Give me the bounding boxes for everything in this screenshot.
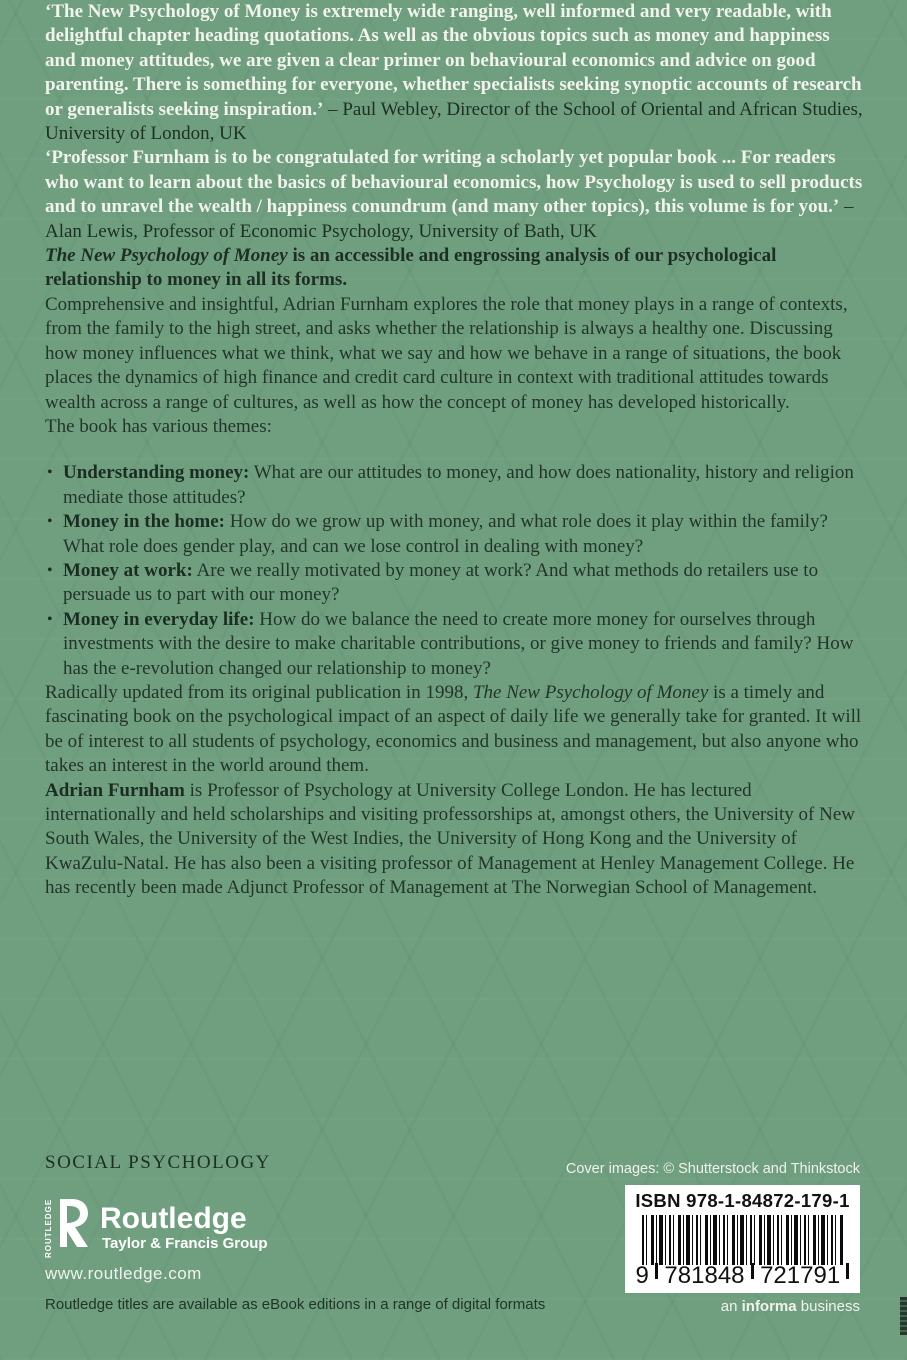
informa-business: business <box>796 1298 860 1315</box>
review-quote-lewis <box>45 146 863 244</box>
category-label: SOCIAL PSYCHOLOGY <box>45 1152 271 1173</box>
barcode-guard-bar <box>751 1263 754 1279</box>
update-paragraph <box>45 681 863 779</box>
themes-list <box>45 461 863 681</box>
theme-lead: Money at work: <box>63 559 193 581</box>
intro-text: is an accessible and engrossing analysis of our psychological relationship to money in all its forms. <box>45 245 777 291</box>
quote-body: ‘Professor Furnham is to be congratulated for writing a scholarly yet popular book ... For readers who want to learn about the basics of behavioural economics, how Psychology is used to sell products and to unravel the wealth / happiness conundrum (and many other topics), this volume is for you.’ <box>45 147 863 218</box>
attribution-dash: – <box>323 98 343 120</box>
list-item <box>45 608 863 681</box>
author-bio-text: is Professor of Psychology at University College London. He has lectured internationally and held scholarships and visiting professorships at, amongst others, the University of New South Wales, the University of the West Indies, the University of Hong Kong and the University of KwaZulu-Natal. He has also been a visiting professor of Management at Henley Management College. He has recently been made Adjunct Professor of Management at The Norwegian School of Management. <box>45 779 855 899</box>
publisher-name: Routledge <box>100 1202 247 1235</box>
theme-lead: Money in the home: <box>63 511 226 533</box>
routledge-logo <box>44 1197 268 1259</box>
attribution-dash: – <box>839 196 854 218</box>
barcode-digits <box>636 1263 850 1289</box>
author-bio-paragraph <box>45 779 863 901</box>
book-title-italic: The New Psychology of Money <box>45 245 288 267</box>
theme-text: What are our attitudes to money, and how does nationality, history and religion mediate those attitudes? <box>63 462 854 508</box>
barcode-bars <box>642 1215 844 1265</box>
description-paragraph: Comprehensive and insightful, Adrian Furnham explores the role that money plays in a range of contexts, from the family to the high street, and asks whether the relationship is always a healthy one. Discussing how money influences what we think, what we say and how we behave in a range of situations, the book places the dynamics of high finance and credit card culture in context with traditional attitudes towards wealth across a range of cultures, as well as how the concept of money has developed historically. <box>45 293 848 413</box>
update-before: Radically updated from its original publication in 1998, <box>45 681 473 703</box>
reviewer-name: Alan Lewis <box>45 220 134 242</box>
barcode-digit-group: 9 <box>635 1262 649 1289</box>
informa-an: an <box>720 1298 742 1315</box>
theme-text: How do we grow up with money, and what role does it play within the family? What role does gender play, and can we lose control in dealing with money? <box>63 511 828 557</box>
cover-image-credit: Cover images: © Shutterstock and Thinkstock <box>565 1161 860 1177</box>
update-after: is a timely and fascinating book on the psychological impact of an aspect of daily life we generally take for granted. It will be of interest to all students of psychology, economics and business and management, but also anyone who takes an interest in the world around them. <box>45 681 862 777</box>
informa-business-line <box>721 1298 860 1315</box>
isbn-barcode-panel <box>625 1185 860 1293</box>
back-cover-text-column <box>45 0 863 901</box>
author-name: Adrian Furnham <box>45 779 185 801</box>
ebook-availability-note: Routledge titles are available as eBook editions in a range of digital formats <box>45 1296 546 1313</box>
quote-body: is extremely wide ranging, well informed and very readable, with delightful chapter heading quotations. As well as the obvious topics such as money and happiness and money attitudes, we are given a clear primer on behavioural economics and advice on good parenting. There is something for everyone, whether specialists seeking synoptic accounts of research or generalists seeking inspiration.’ <box>45 1 862 120</box>
list-item <box>45 510 863 559</box>
theme-lead: Money in everyday life: <box>63 608 255 630</box>
informa-brand: informa <box>741 1298 797 1315</box>
theme-text: Are we really motivated by money at work? And what methods do retailers use to persuade us to part with our money? <box>63 559 819 606</box>
routledge-logo-mark-icon <box>55 1197 91 1259</box>
review-quote-webley <box>45 0 863 146</box>
routledge-vertical-text: ROUTLEDGE <box>44 1198 53 1258</box>
publisher-website: www.routledge.com <box>45 1264 202 1283</box>
book-title-italic: The New Psychology of Money <box>51 1 301 22</box>
intro-paragraph <box>45 244 863 293</box>
book-title-italic: The New Psychology of Money <box>472 681 709 703</box>
barcode-guard-bar <box>846 1263 849 1279</box>
barcode-digit-group: 721791 <box>760 1262 841 1289</box>
isbn-number: ISBN 978-1-84872-179-1 <box>635 1190 850 1211</box>
themes-label: The book has various themes: <box>45 415 272 437</box>
routledge-logo-text <box>100 1197 268 1259</box>
publisher-tagline: Taylor & Francis Group <box>102 1235 268 1252</box>
theme-text: How do we balance the need to create more money for ourselves through investments with the desire to make charitable contributions, or give money to friends and family? How has the e-revolution changed our relationship to money? <box>63 608 854 679</box>
list-item <box>45 559 863 608</box>
theme-lead: Understanding money: <box>63 462 250 484</box>
list-item <box>45 461 863 510</box>
quote-open: ‘ <box>45 1 52 22</box>
barcode-guard-bar <box>655 1263 658 1279</box>
reviewer-name: Paul Webley <box>342 98 437 120</box>
barcode-digit-group: 781848 <box>664 1262 745 1289</box>
page-edge-artifact <box>900 1297 907 1335</box>
reviewer-affiliation: , Director of the School of Oriental and African Studies, University of London, UK <box>45 98 863 145</box>
reviewer-affiliation: , Professor of Economic Psychology, University of Bath, UK <box>133 220 597 242</box>
